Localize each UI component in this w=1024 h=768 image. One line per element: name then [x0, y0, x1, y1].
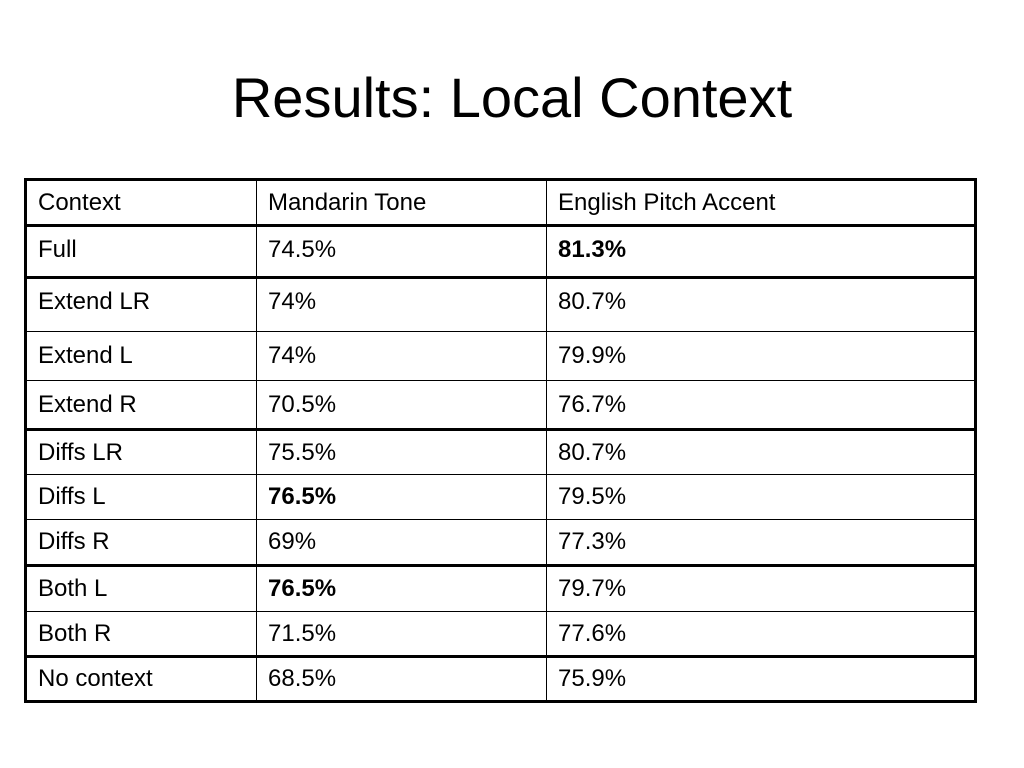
results-table — [24, 178, 977, 703]
cell-context: Diffs LR — [26, 430, 257, 475]
table-row — [26, 332, 976, 381]
cell-context: Extend L — [26, 332, 257, 381]
table-row — [26, 475, 976, 520]
header-context: Context — [26, 180, 257, 226]
cell-english: 77.6% — [547, 612, 976, 657]
table-row — [26, 657, 976, 702]
table-row — [26, 566, 976, 612]
header-english-pitch-accent: English Pitch Accent — [547, 180, 976, 226]
cell-mandarin: 76.5% — [257, 566, 547, 612]
cell-mandarin: 71.5% — [257, 612, 547, 657]
cell-context: Full — [26, 226, 257, 278]
header-mandarin-tone: Mandarin Tone — [257, 180, 547, 226]
cell-english: 80.7% — [547, 430, 976, 475]
table-row — [26, 520, 976, 566]
cell-english: 80.7% — [547, 278, 976, 332]
cell-mandarin: 68.5% — [257, 657, 547, 702]
cell-mandarin: 76.5% — [257, 475, 547, 520]
cell-context: Diffs L — [26, 475, 257, 520]
table-header-row — [26, 180, 976, 226]
cell-english: 77.3% — [547, 520, 976, 566]
cell-context: Both R — [26, 612, 257, 657]
cell-mandarin: 74.5% — [257, 226, 547, 278]
cell-context: Diffs R — [26, 520, 257, 566]
cell-mandarin: 69% — [257, 520, 547, 566]
cell-context: Extend R — [26, 381, 257, 430]
table-row — [26, 430, 976, 475]
table-row — [26, 226, 976, 278]
cell-english: 76.7% — [547, 381, 976, 430]
cell-english: 81.3% — [547, 226, 976, 278]
cell-context: Extend LR — [26, 278, 257, 332]
cell-english: 79.5% — [547, 475, 976, 520]
cell-context: Both L — [26, 566, 257, 612]
cell-english: 75.9% — [547, 657, 976, 702]
table-row — [26, 612, 976, 657]
cell-context: No context — [26, 657, 257, 702]
cell-english: 79.9% — [547, 332, 976, 381]
cell-mandarin: 70.5% — [257, 381, 547, 430]
cell-mandarin: 74% — [257, 278, 547, 332]
cell-english: 79.7% — [547, 566, 976, 612]
cell-mandarin: 74% — [257, 332, 547, 381]
table-row — [26, 381, 976, 430]
cell-mandarin: 75.5% — [257, 430, 547, 475]
table-row — [26, 278, 976, 332]
slide-title: Results: Local Context — [231, 66, 793, 129]
